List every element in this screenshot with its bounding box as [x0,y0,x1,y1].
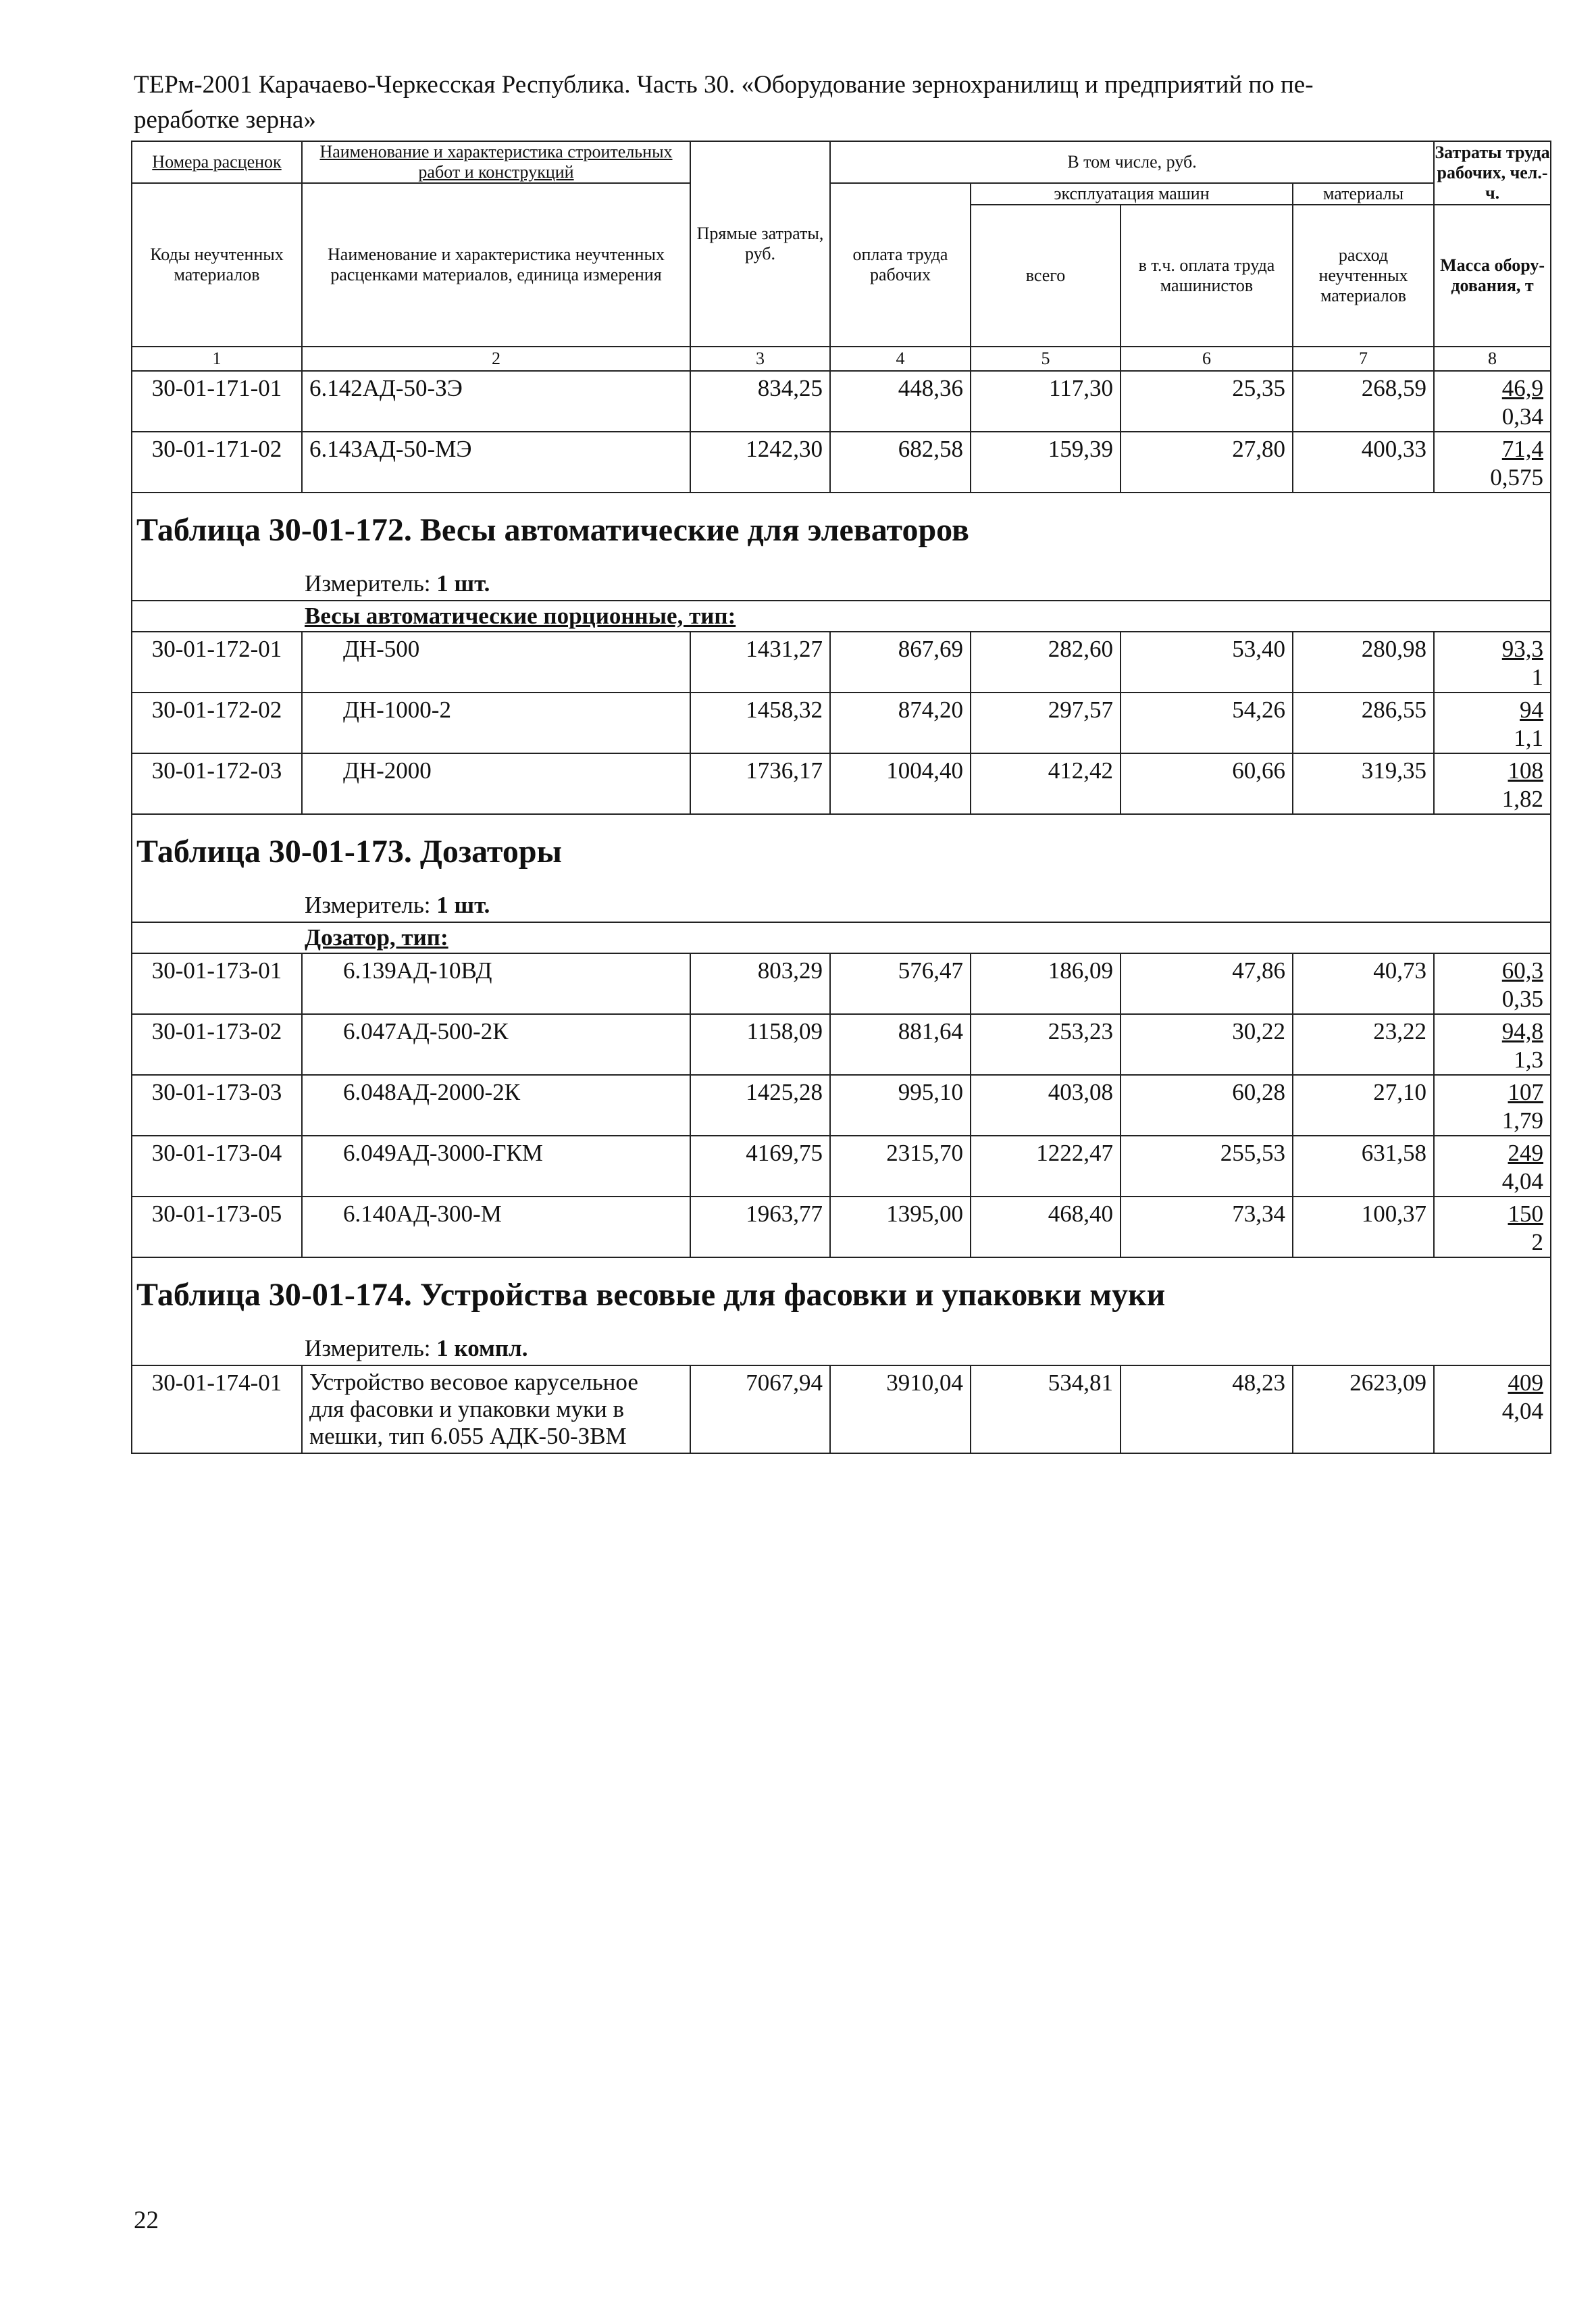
row-direct-cost: 834,25 [690,371,830,432]
colnum-4: 4 [830,347,971,371]
row-direct-cost: 7067,94 [690,1365,830,1453]
row-mass: 1 [1531,664,1544,690]
row-mass: 1,79 [1501,1107,1544,1134]
row-labor-mass [1434,753,1551,814]
row-labor-hours: 60,3 [1501,957,1544,984]
row-name: 6.143АД-50-МЭ [302,432,690,493]
row-materials: 27,10 [1293,1075,1434,1136]
row-mass: 0,575 [1490,464,1544,491]
row-machinists-pay: 25,35 [1121,371,1293,432]
row-labor-mass [1434,693,1551,753]
row-materials: 400,33 [1293,432,1434,493]
meter-value: 1 шт. [436,570,490,597]
table-173-heading-row [132,814,1551,889]
row-labor-hours: 150 [1508,1201,1544,1227]
row-mass: 0,35 [1501,986,1544,1012]
table-row [132,753,1551,814]
price-table [131,141,1551,1454]
row-direct-cost: 1242,30 [690,432,830,493]
incl-header: В том числе, руб. [830,141,1434,183]
meter-label: Измеритель: [305,1335,437,1361]
col2-header-top: Наименование и характеристика строительных работ и конструкций [302,141,690,183]
row-labor-hours: 108 [1508,757,1544,784]
row-materials: 268,59 [1293,371,1434,432]
row-materials: 40,73 [1293,953,1434,1014]
col7-header: расход неучтенных материалов [1293,205,1434,347]
row-labor-pay: 995,10 [830,1075,971,1136]
row-code: 30-01-171-02 [132,432,302,493]
row-code: 30-01-173-04 [132,1136,302,1197]
row-machines-total: 186,09 [971,953,1121,1014]
row-machines-total: 297,57 [971,693,1121,753]
col5-header: всего [971,205,1121,347]
row-machines-total: 282,60 [971,632,1121,693]
row-name: ДН-2000 [302,753,690,814]
col1-header-top: Номера расценок [132,141,302,183]
row-name: 6.142АД-50-ЗЭ [302,371,690,432]
row-direct-cost: 803,29 [690,953,830,1014]
row-labor-mass [1434,632,1551,693]
row-name: 6.139АД-10ВД [302,953,690,1014]
table-174-title: Таблица 30-01-174. Устройства весовые для фасовки и упаковки муки [132,1257,1551,1332]
row-labor-pay: 881,64 [830,1014,971,1075]
row-machinists-pay: 53,40 [1121,632,1293,693]
meter-value: 1 шт. [436,892,490,918]
table-row [132,432,1551,493]
table-row [132,1014,1551,1075]
row-labor-pay: 2315,70 [830,1136,971,1197]
row-materials: 286,55 [1293,693,1434,753]
meter-value: 1 компл. [436,1335,528,1361]
row-machines-total: 468,40 [971,1197,1121,1257]
row-labor-pay: 448,36 [830,371,971,432]
row-labor-pay: 682,58 [830,432,971,493]
row-machinists-pay: 27,80 [1121,432,1293,493]
table-174-meter [132,1332,1551,1365]
row-name: ДН-500 [302,632,690,693]
row-labor-mass [1434,1014,1551,1075]
table-173-meter [132,889,1551,922]
colnum-1: 1 [132,347,302,371]
colnum-2: 2 [302,347,690,371]
meter-label: Измеритель: [305,892,437,918]
table-172-title: Таблица 30-01-172. Весы автоматические для элеваторов [132,493,1551,568]
row-labor-hours: 94,8 [1501,1018,1544,1045]
row-materials: 23,22 [1293,1014,1434,1075]
row-labor-pay: 874,20 [830,693,971,753]
row-labor-hours: 71,4 [1501,436,1544,462]
row-labor-pay: 3910,04 [830,1365,971,1453]
table-row [132,1197,1551,1257]
colnum-5: 5 [971,347,1121,371]
row-direct-cost: 1431,27 [690,632,830,693]
colnum-6: 6 [1121,347,1293,371]
row-labor-hours: 107 [1508,1079,1544,1105]
row-direct-cost: 1158,09 [690,1014,830,1075]
colnum-8: 8 [1434,347,1551,371]
row-machines-total: 1222,47 [971,1136,1121,1197]
expl-header: эксплуатация машин [971,183,1293,205]
row-machinists-pay: 73,34 [1121,1197,1293,1257]
row-mass: 1,82 [1501,786,1544,812]
colnum-7: 7 [1293,347,1434,371]
row-labor-mass [1434,1197,1551,1257]
row-machines-total: 534,81 [971,1365,1121,1453]
row-name: 6.049АД-3000-ГКМ [302,1136,690,1197]
table-173-sub-row [132,922,1551,953]
table-172-meter-row [132,568,1551,601]
row-machines-total: 159,39 [971,432,1121,493]
row-mass: 4,04 [1501,1168,1544,1194]
meter-label: Измеритель: [305,570,437,597]
row-name: 6.047АД-500-2К [302,1014,690,1075]
col3-header: Прямые затраты, руб. [690,141,830,347]
row-direct-cost: 1736,17 [690,753,830,814]
table-row [132,1136,1551,1197]
row-labor-mass [1434,953,1551,1014]
row-machines-total: 412,42 [971,753,1121,814]
row-name [302,1365,690,1453]
row-labor-mass [1434,432,1551,493]
row-materials: 319,35 [1293,753,1434,814]
row-labor-hours: 46,9 [1501,375,1544,401]
colnum-3: 3 [690,347,830,371]
row-name-line-1: Устройство весовое карусельное [309,1369,638,1395]
row-machines-total: 117,30 [971,371,1121,432]
row-code: 30-01-172-02 [132,693,302,753]
row-labor-hours: 249 [1508,1140,1544,1166]
row-code: 30-01-171-01 [132,371,302,432]
row-mass: 1,3 [1514,1047,1544,1073]
table-row [132,632,1551,693]
col8-header-top: Затраты труда рабочих, чел.-ч. [1434,141,1551,205]
row-labor-mass [1434,371,1551,432]
row-mass: 4,04 [1501,1398,1544,1424]
row-labor-hours: 93,3 [1501,636,1544,662]
row-machinists-pay: 30,22 [1121,1014,1293,1075]
row-labor-pay: 867,69 [830,632,971,693]
row-machinists-pay: 60,66 [1121,753,1293,814]
row-labor-pay: 1395,00 [830,1197,971,1257]
row-materials: 2623,09 [1293,1365,1434,1453]
row-code: 30-01-173-01 [132,953,302,1014]
row-machines-total: 253,23 [971,1014,1121,1075]
row-labor-mass [1434,1365,1551,1453]
row-name: ДН-1000-2 [302,693,690,753]
row-machinists-pay: 255,53 [1121,1136,1293,1197]
row-labor-hours: 409 [1508,1369,1544,1396]
row-code: 30-01-174-01 [132,1365,302,1453]
table-row [132,1365,1551,1453]
row-labor-mass [1434,1075,1551,1136]
row-code: 30-01-172-01 [132,632,302,693]
page-number: 22 [134,2207,159,2234]
table-172-sub-row [132,601,1551,632]
col6-header: в т.ч. оплата труда машинистов [1121,205,1293,347]
table-173-title: Таблица 30-01-173. Дозаторы [132,814,1551,889]
row-machinists-pay: 47,86 [1121,953,1293,1014]
row-code: 30-01-173-02 [132,1014,302,1075]
table-174-heading-row [132,1257,1551,1332]
row-mass: 1,1 [1514,725,1544,751]
row-labor-mass [1434,1136,1551,1197]
column-numbers [132,347,1551,371]
row-machinists-pay: 48,23 [1121,1365,1293,1453]
table-174-meter-row [132,1332,1551,1365]
row-machinists-pay: 60,28 [1121,1075,1293,1136]
header-line-1: ТЕРм-2001 Карачаево-Черкесская Республика. Часть 30. «Оборудование зернохранилищ и предприятий по пе- [134,71,1314,99]
table-row [132,693,1551,753]
row-labor-pay: 1004,40 [830,753,971,814]
row-direct-cost: 1425,28 [690,1075,830,1136]
table-172-subheading: Весы автоматические порционные, тип: [132,601,1551,632]
table-172-meter [132,568,1551,601]
row-code: 30-01-173-05 [132,1197,302,1257]
row-name: 6.140АД-300-М [302,1197,690,1257]
header-line-2: реработке зерна» [134,106,316,134]
table-row [132,953,1551,1014]
row-direct-cost: 1963,77 [690,1197,830,1257]
row-materials: 100,37 [1293,1197,1434,1257]
table-row [132,1075,1551,1136]
document-header [134,68,1485,138]
row-name-line-2: для фасовки и упаковки муки в [309,1396,625,1422]
row-labor-pay: 576,47 [830,953,971,1014]
row-materials: 280,98 [1293,632,1434,693]
col2-header-bottom: Наименование и характеристика неучтенных расценками материалов, единица измерения [302,183,690,347]
col1-header-bottom: Коды неучтенных материалов [132,183,302,347]
table-172-heading-row [132,493,1551,568]
row-machines-total: 403,08 [971,1075,1121,1136]
row-name: 6.048АД-2000-2К [302,1075,690,1136]
row-code: 30-01-172-03 [132,753,302,814]
row-direct-cost: 4169,75 [690,1136,830,1197]
row-direct-cost: 1458,32 [690,693,830,753]
row-name-line-3: мешки, тип 6.055 АДК-50-ЗВМ [309,1423,627,1449]
table-row [132,371,1551,432]
row-machinists-pay: 54,26 [1121,693,1293,753]
table-173-meter-row [132,889,1551,922]
table-173-subheading: Дозатор, тип: [132,922,1551,953]
row-code: 30-01-173-03 [132,1075,302,1136]
mat-header: материалы [1293,183,1434,205]
col8-header-bottom: Масса обору-дования, т [1434,205,1551,347]
row-mass: 2 [1531,1229,1544,1255]
row-mass: 0,34 [1501,403,1544,430]
col4-header: оплата труда рабочих [830,183,971,347]
row-materials: 631,58 [1293,1136,1434,1197]
row-labor-hours: 94 [1520,697,1544,723]
